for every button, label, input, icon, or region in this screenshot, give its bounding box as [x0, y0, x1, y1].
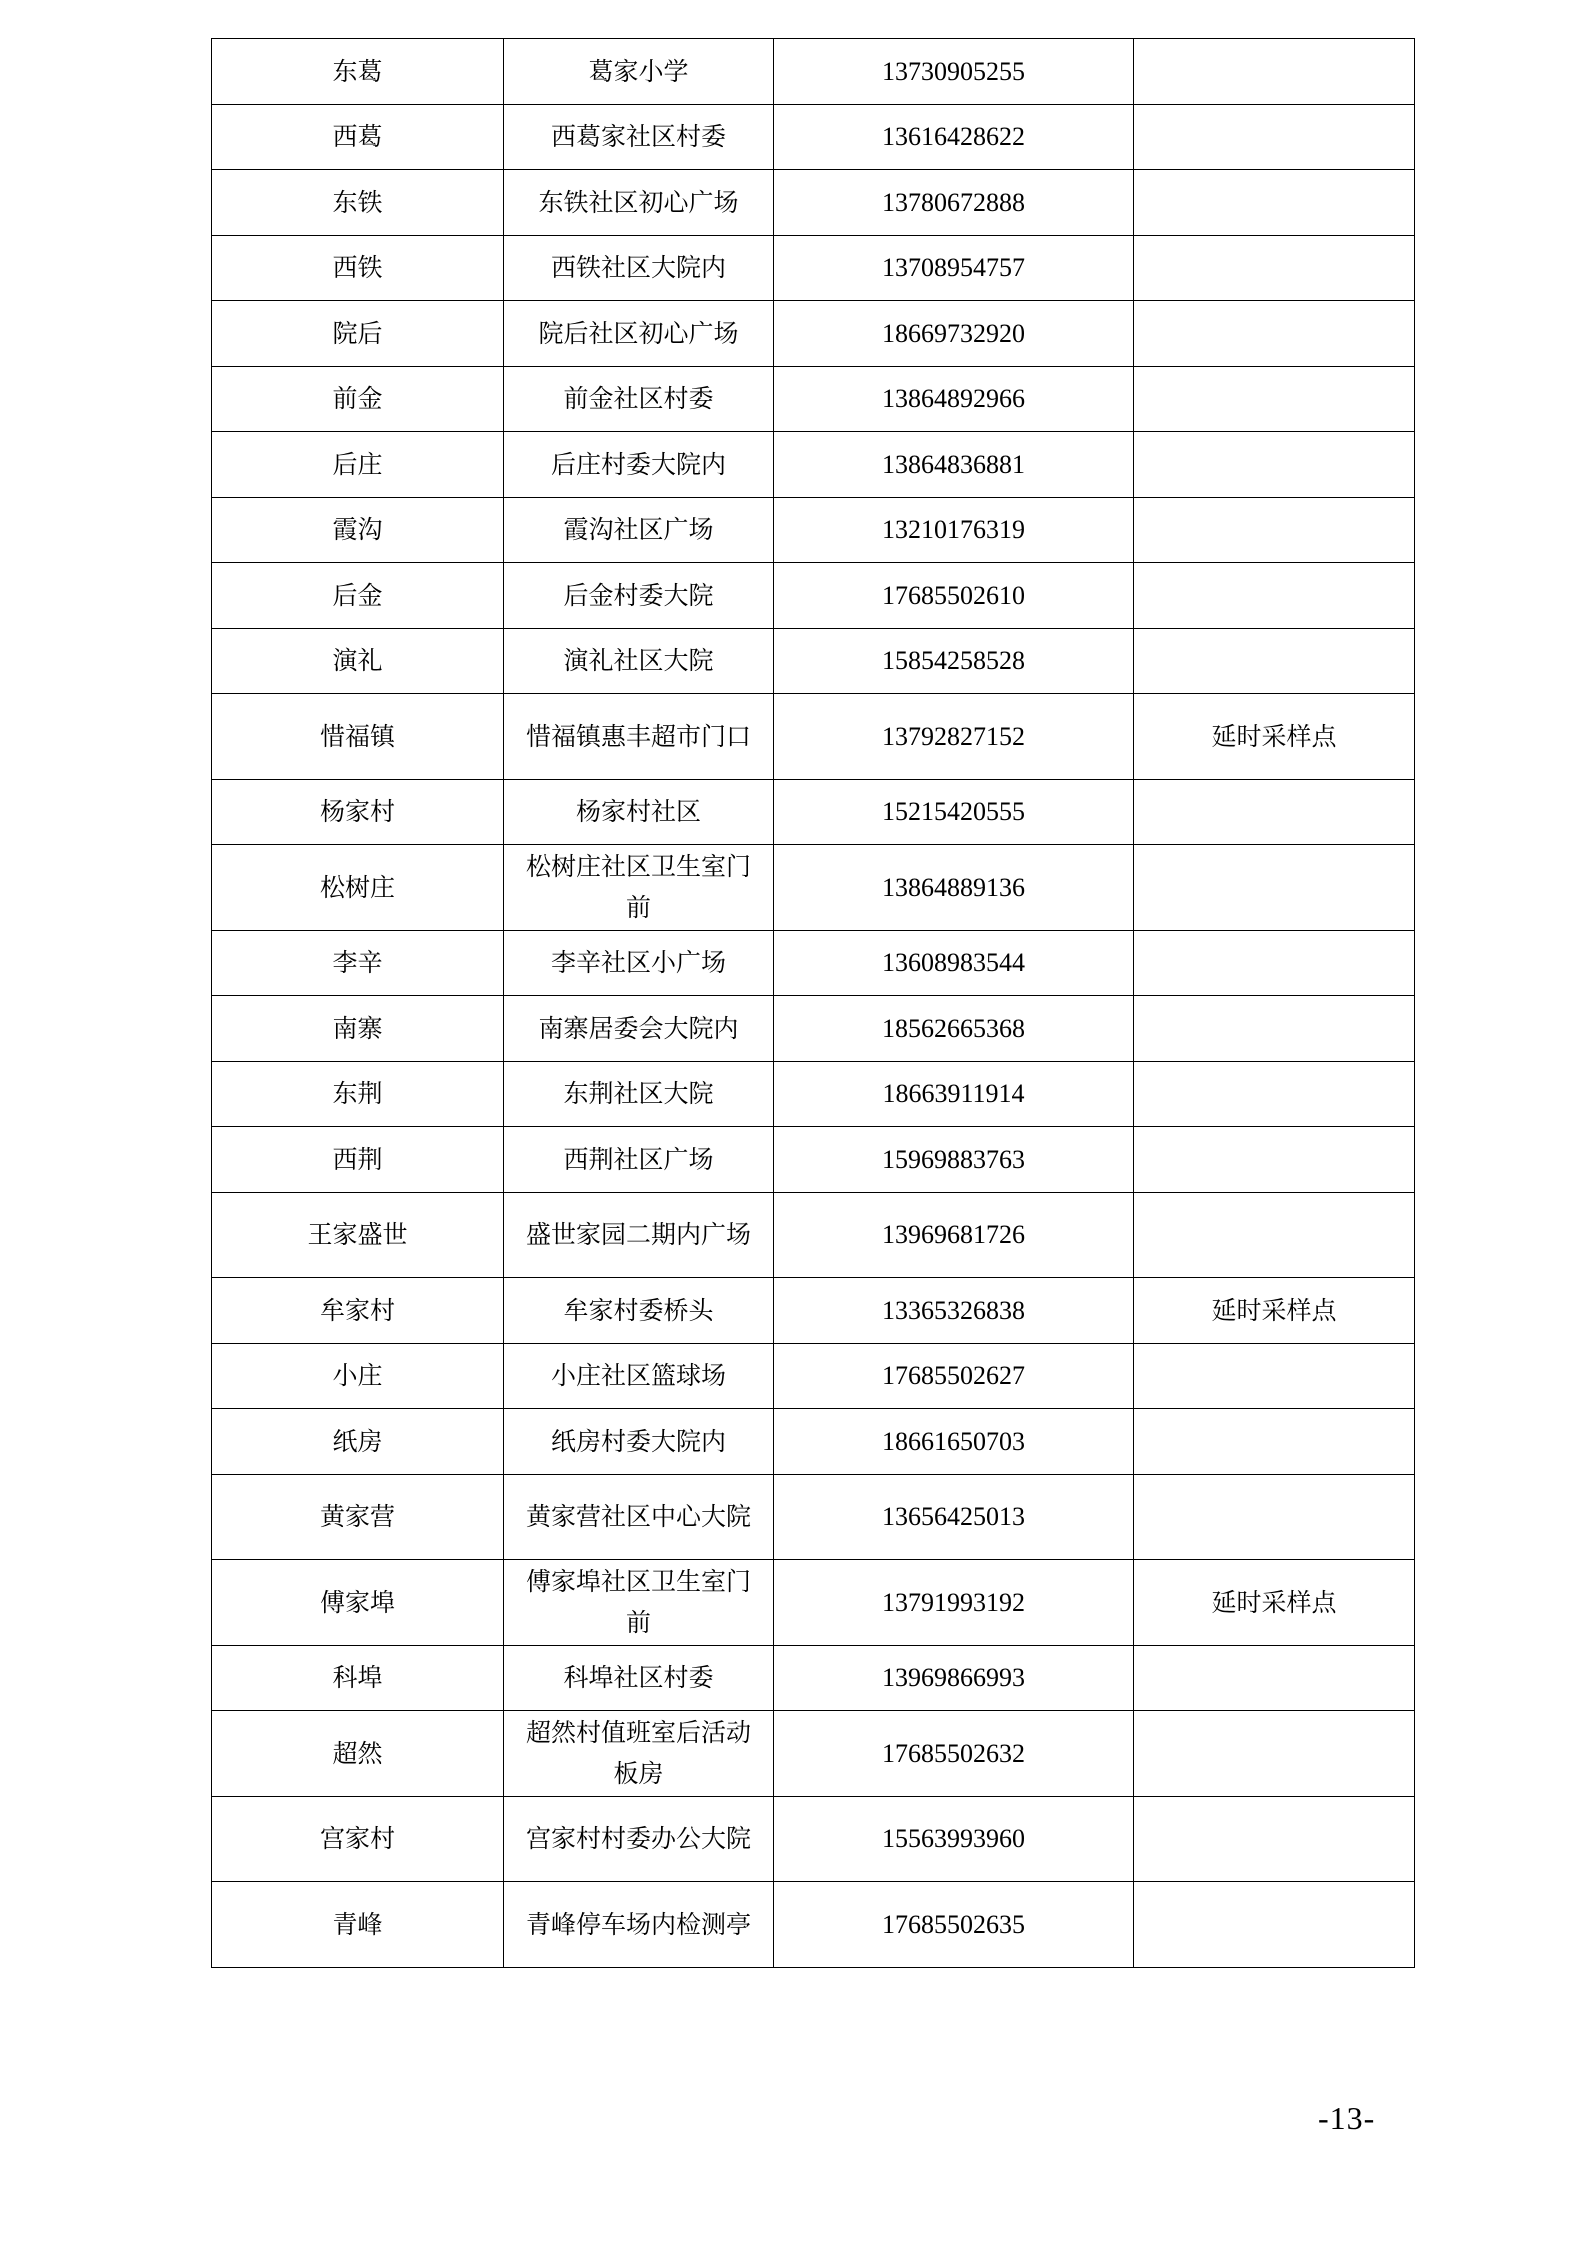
cell-location: 李辛社区小广场 [504, 930, 774, 996]
cell-location: 盛世家园二期内广场 [504, 1192, 774, 1278]
cell-location: 院后社区初心广场 [504, 301, 774, 367]
cell-name: 西铁 [212, 235, 504, 301]
cell-name: 牟家村 [212, 1278, 504, 1344]
cell-note [1134, 39, 1415, 105]
sampling-points-table [211, 38, 1415, 1968]
table-row [212, 1560, 1415, 1646]
cell-note [1134, 366, 1415, 432]
cell-note [1134, 930, 1415, 996]
cell-phone: 13864836881 [774, 432, 1134, 498]
cell-note [1134, 301, 1415, 367]
cell-note [1134, 1882, 1415, 1968]
cell-location: 惜福镇惠丰超市门口 [504, 694, 774, 780]
cell-name: 惜福镇 [212, 694, 504, 780]
table-row [212, 104, 1415, 170]
cell-phone: 13210176319 [774, 497, 1134, 563]
cell-location: 演礼社区大院 [504, 628, 774, 694]
cell-name: 院后 [212, 301, 504, 367]
cell-name: 后金 [212, 563, 504, 629]
table-row [212, 1061, 1415, 1127]
cell-name: 杨家村 [212, 779, 504, 845]
cell-name: 东葛 [212, 39, 504, 105]
cell-phone: 15969883763 [774, 1127, 1134, 1193]
cell-location: 杨家村社区 [504, 779, 774, 845]
cell-phone: 13969866993 [774, 1645, 1134, 1711]
cell-note [1134, 628, 1415, 694]
cell-phone: 18661650703 [774, 1409, 1134, 1475]
cell-location: 科埠社区村委 [504, 1645, 774, 1711]
table-row [212, 996, 1415, 1062]
cell-phone: 13608983544 [774, 930, 1134, 996]
table-row [212, 39, 1415, 105]
page-number: -13- [1318, 2100, 1376, 2136]
table-row [212, 235, 1415, 301]
table-row [212, 1882, 1415, 1968]
cell-location: 小庄社区篮球场 [504, 1343, 774, 1409]
table-row [212, 1192, 1415, 1278]
cell-location: 霞沟社区广场 [504, 497, 774, 563]
cell-location: 牟家村委桥头 [504, 1278, 774, 1344]
cell-phone: 13780672888 [774, 170, 1134, 236]
cell-phone: 13864892966 [774, 366, 1134, 432]
cell-name: 演礼 [212, 628, 504, 694]
table-row [212, 1343, 1415, 1409]
cell-note: 延时采样点 [1134, 694, 1415, 780]
cell-phone: 13730905255 [774, 39, 1134, 105]
cell-phone: 15563993960 [774, 1796, 1134, 1882]
cell-note [1134, 235, 1415, 301]
table-row [212, 563, 1415, 629]
cell-phone: 15215420555 [774, 779, 1134, 845]
cell-location: 西葛家社区村委 [504, 104, 774, 170]
table-row [212, 628, 1415, 694]
table-row [212, 845, 1415, 931]
cell-note [1134, 432, 1415, 498]
cell-phone: 13864889136 [774, 845, 1134, 931]
table-row [212, 1127, 1415, 1193]
cell-note [1134, 1127, 1415, 1193]
cell-note [1134, 1343, 1415, 1409]
cell-note [1134, 1409, 1415, 1475]
cell-note [1134, 1645, 1415, 1711]
cell-location: 西荆社区广场 [504, 1127, 774, 1193]
cell-phone: 18562665368 [774, 996, 1134, 1062]
cell-name: 黄家营 [212, 1474, 504, 1560]
cell-note [1134, 1711, 1415, 1797]
cell-name: 青峰 [212, 1882, 504, 1968]
table-row [212, 1409, 1415, 1475]
table-row [212, 170, 1415, 236]
cell-name: 西葛 [212, 104, 504, 170]
cell-note: 延时采样点 [1134, 1278, 1415, 1344]
cell-location: 松树庄社区卫生室门前 [504, 845, 774, 931]
cell-phone: 13708954757 [774, 235, 1134, 301]
sampling-points-table-container [211, 38, 1414, 1968]
cell-phone: 13969681726 [774, 1192, 1134, 1278]
cell-note [1134, 779, 1415, 845]
cell-location: 宫家村村委办公大院 [504, 1796, 774, 1882]
table-row [212, 930, 1415, 996]
cell-phone: 18669732920 [774, 301, 1134, 367]
cell-note: 延时采样点 [1134, 1560, 1415, 1646]
cell-location: 葛家小学 [504, 39, 774, 105]
cell-note [1134, 104, 1415, 170]
cell-phone: 17685502610 [774, 563, 1134, 629]
cell-phone: 13791993192 [774, 1560, 1134, 1646]
cell-note [1134, 845, 1415, 931]
cell-location: 超然村值班室后活动板房 [504, 1711, 774, 1797]
cell-location: 黄家营社区中心大院 [504, 1474, 774, 1560]
table-row [212, 1474, 1415, 1560]
table-row [212, 1711, 1415, 1797]
cell-note [1134, 563, 1415, 629]
cell-note [1134, 1796, 1415, 1882]
cell-location: 后庄村委大院内 [504, 432, 774, 498]
cell-name: 后庄 [212, 432, 504, 498]
cell-name: 超然 [212, 1711, 504, 1797]
table-row [212, 694, 1415, 780]
cell-name: 宫家村 [212, 1796, 504, 1882]
cell-phone: 15854258528 [774, 628, 1134, 694]
cell-phone: 13365326838 [774, 1278, 1134, 1344]
cell-note [1134, 1192, 1415, 1278]
cell-phone: 17685502627 [774, 1343, 1134, 1409]
cell-phone: 17685502632 [774, 1711, 1134, 1797]
table-row [212, 779, 1415, 845]
cell-name: 李辛 [212, 930, 504, 996]
cell-phone: 13792827152 [774, 694, 1134, 780]
cell-phone: 17685502635 [774, 1882, 1134, 1968]
cell-name: 小庄 [212, 1343, 504, 1409]
cell-name: 纸房 [212, 1409, 504, 1475]
table-row [212, 1796, 1415, 1882]
cell-location: 南寨居委会大院内 [504, 996, 774, 1062]
cell-name: 松树庄 [212, 845, 504, 931]
cell-note [1134, 497, 1415, 563]
cell-name: 傅家埠 [212, 1560, 504, 1646]
cell-note [1134, 1474, 1415, 1560]
cell-location: 前金社区村委 [504, 366, 774, 432]
cell-phone: 13656425013 [774, 1474, 1134, 1560]
cell-location: 东荆社区大院 [504, 1061, 774, 1127]
cell-name: 王家盛世 [212, 1192, 504, 1278]
table-row [212, 497, 1415, 563]
cell-name: 霞沟 [212, 497, 504, 563]
cell-location: 西铁社区大院内 [504, 235, 774, 301]
cell-location: 纸房村委大院内 [504, 1409, 774, 1475]
cell-name: 前金 [212, 366, 504, 432]
cell-location: 东铁社区初心广场 [504, 170, 774, 236]
cell-name: 科埠 [212, 1645, 504, 1711]
cell-phone: 13616428622 [774, 104, 1134, 170]
table-row [212, 366, 1415, 432]
cell-note [1134, 170, 1415, 236]
cell-location: 青峰停车场内检测亭 [504, 1882, 774, 1968]
cell-location: 后金村委大院 [504, 563, 774, 629]
table-row [212, 1645, 1415, 1711]
table-body [212, 39, 1415, 1968]
cell-name: 东铁 [212, 170, 504, 236]
cell-name: 东荆 [212, 1061, 504, 1127]
cell-location: 傅家埠社区卫生室门前 [504, 1560, 774, 1646]
cell-note [1134, 1061, 1415, 1127]
cell-name: 南寨 [212, 996, 504, 1062]
table-row [212, 1278, 1415, 1344]
table-row [212, 432, 1415, 498]
cell-note [1134, 996, 1415, 1062]
cell-name: 西荆 [212, 1127, 504, 1193]
table-row [212, 301, 1415, 367]
cell-phone: 18663911914 [774, 1061, 1134, 1127]
